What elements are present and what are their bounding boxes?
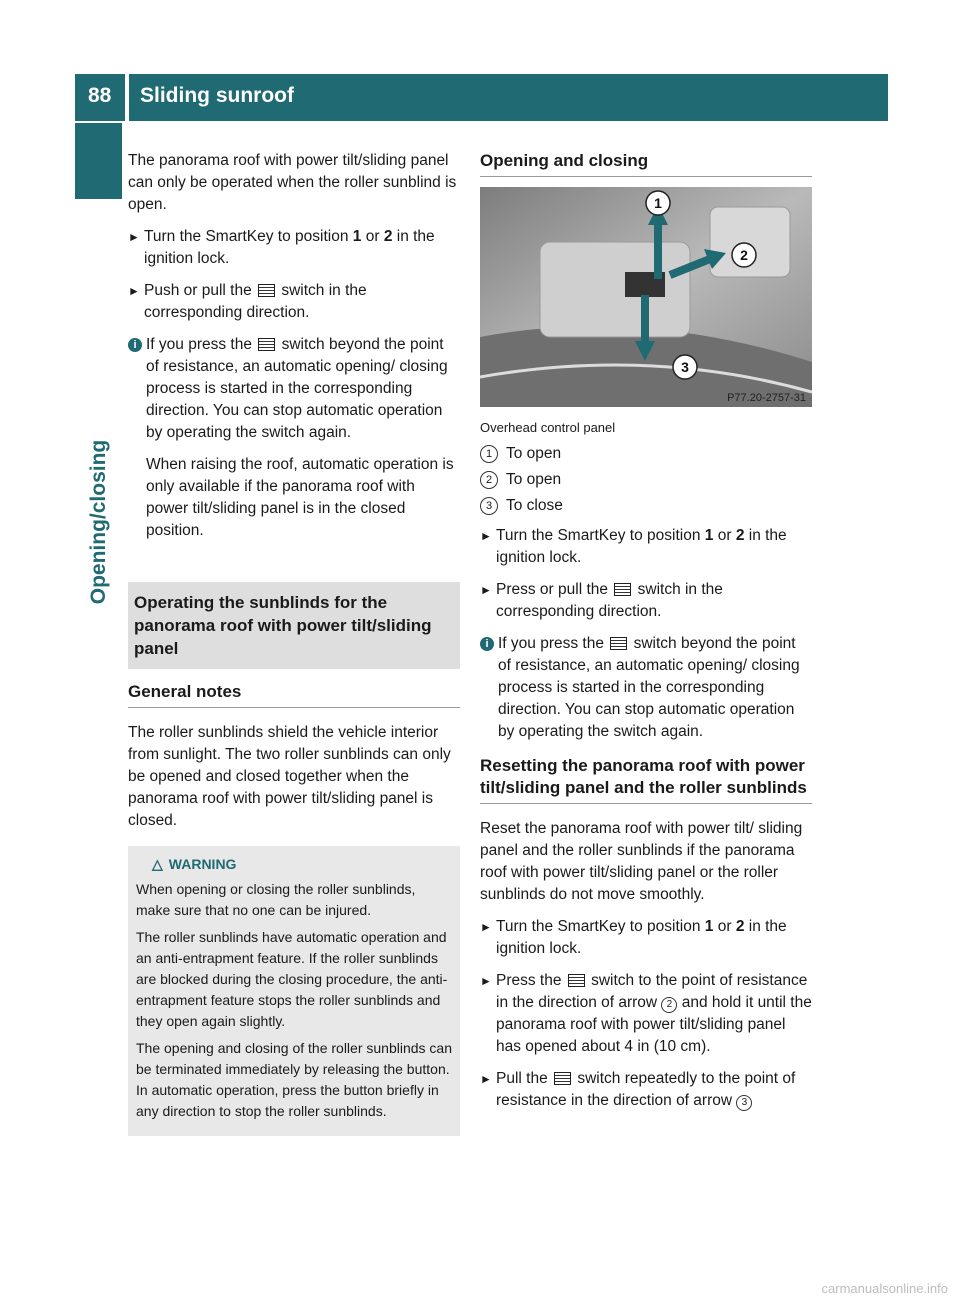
warning-triangle-icon: △ [152, 856, 163, 872]
warning-box [128, 846, 460, 1136]
switch-icon [614, 583, 631, 596]
sidebar-block [75, 123, 122, 199]
warning-paragraph: The opening and closing of the roller sunblinds can be terminated immediately by releasing the button. In automatic operation, press the button briefly in any direction to stop the roller sunblinds. [136, 1040, 452, 1119]
warning-paragraph: The roller sunblinds have automatic operation and an anti-entrapment feature. If the roller sunblinds are blocked during the closing procedure, the anti-entrapment feature stops the roller sunblinds and they open again slightly. [136, 929, 448, 1029]
info-icon: i [480, 637, 494, 651]
step-arrow-icon: ► [128, 230, 140, 244]
watermark: carmanualsonline.info [821, 1281, 948, 1296]
right-column [480, 150, 812, 1122]
reset-text: Reset the panorama roof with power tilt/ sliding panel and the roller sunblinds if the panorama roof with power tilt/sliding panel or the roller sunblinds do not move smoothly. [480, 820, 803, 903]
subheading-opening-closing: Opening and closing [480, 150, 812, 177]
legend-item: 2 To open [480, 469, 812, 491]
subheading-general-notes: General notes [128, 681, 460, 708]
legend-item: 1 To open [480, 443, 812, 465]
sidebar-label: Opening/closing [87, 439, 110, 605]
page-number: 88 [88, 84, 112, 107]
general-notes-text: The roller sunblinds shield the vehicle interior from sunlight. The two roller sunblinds can only be opened and closed together when the panorama roof with power tilt/sliding panel is closed. [128, 724, 451, 829]
svg-text:3: 3 [681, 359, 689, 375]
instruction-step: ► Press the switch to the point of resistance in the direction of arrow 2 and hold it until the panorama roof with power tilt/sliding panel has opened about 4 in (10 cm). [480, 972, 812, 1055]
info-note-continued: When raising the roof, automatic operation is only available if the panorama roof with power tilt/sliding panel is in the closed position. [146, 456, 454, 539]
warning-paragraph: When opening or closing the roller sunblinds, make sure that no one can be injured. [136, 881, 416, 918]
info-note: i If you press the switch beyond the point of resistance, an automatic opening/ closing process is started in the corresponding direction. You can stop automatic operation by operating the switch again. [480, 633, 812, 743]
photo-caption: Overhead control panel [480, 420, 616, 435]
svg-text:2: 2 [740, 247, 748, 263]
instruction-step: ► Pull the switch repeatedly to the point of resistance in the direction of arrow 3 [480, 1070, 796, 1109]
info-icon: i [128, 338, 142, 352]
step-arrow-icon: ► [480, 529, 492, 543]
step-arrow-icon: ► [480, 974, 492, 988]
instruction-step: ► Press or pull the switch in the corresponding direction. [480, 581, 723, 620]
section-title: Operating the sunblinds for the panorama roof with power tilt/sliding panel [128, 582, 460, 669]
step-arrow-icon: ► [480, 920, 492, 934]
step-arrow-icon: ► [480, 583, 492, 597]
instruction-step: ► Turn the SmartKey to position 1 or 2 in the ignition lock. [480, 527, 787, 566]
instruction-step: ► Turn the SmartKey to position 1 or 2 in the ignition lock. [128, 228, 435, 267]
switch-icon [258, 284, 275, 297]
header-divider [125, 74, 129, 121]
info-note: i If you press the switch beyond the point of resistance, an automatic opening/ closing process is started in the corresponding direction. You can stop automatic operation by operating the switch again. [128, 334, 460, 444]
legend-item: 3 To close [480, 495, 812, 517]
step-arrow-icon: ► [128, 284, 140, 298]
switch-icon [258, 338, 275, 351]
switch-icon [554, 1072, 571, 1085]
control-panel-illustration [480, 187, 812, 407]
left-column [128, 150, 460, 1136]
photo-code: P77.20-2757-31 [727, 392, 806, 404]
subheading-resetting: Resetting the panorama roof with power tilt/sliding panel and the roller sunblinds [480, 755, 812, 804]
step-arrow-icon: ► [480, 1072, 492, 1086]
overhead-control-panel-photo [480, 187, 812, 407]
svg-text:1: 1 [654, 195, 662, 211]
page-title: Sliding sunroof [140, 84, 294, 107]
switch-icon [610, 637, 627, 650]
warning-title: △ WARNING [152, 856, 237, 872]
instruction-step: ► Turn the SmartKey to position 1 or 2 in the ignition lock. [480, 918, 787, 957]
instruction-step: ► Push or pull the switch in the corresponding direction. [128, 282, 367, 321]
intro-text: The panorama roof with power tilt/sliding panel can only be operated when the roller sunblind is open. [128, 152, 457, 213]
switch-icon [568, 974, 585, 987]
